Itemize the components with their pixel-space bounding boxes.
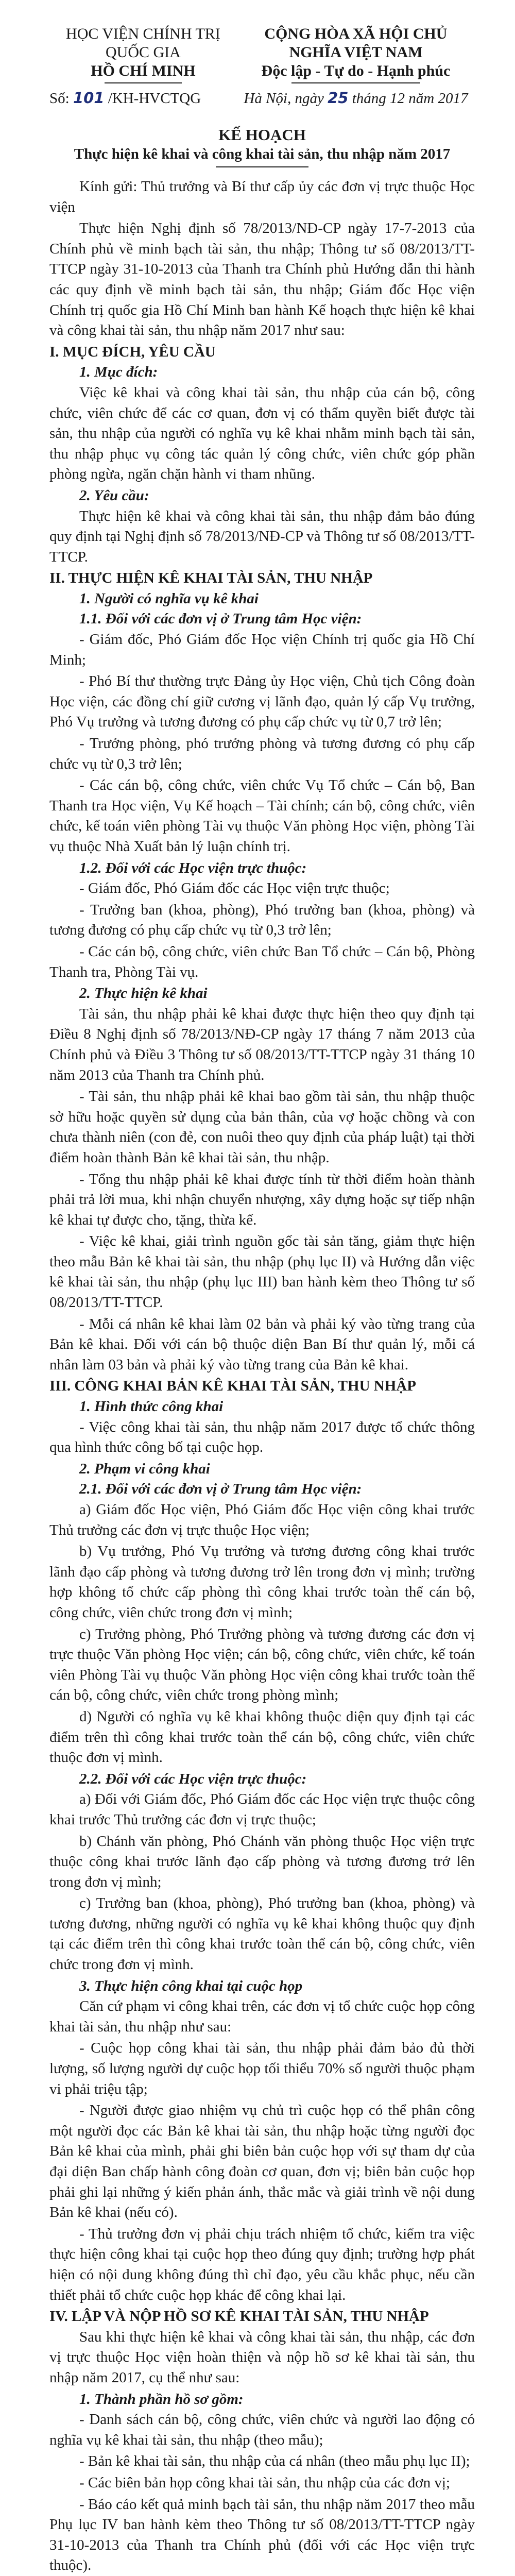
sub-subsection-heading: 2.2. Đối với các Học viện trực thuộc: bbox=[79, 1770, 307, 1787]
nation-line2: Độc lập - Tự do - Hạnh phúc bbox=[261, 62, 451, 79]
nation-underline bbox=[291, 82, 420, 83]
doc-no-suffix: /KH-HVCTQG bbox=[104, 90, 201, 107]
body-paragraph: c) Trưởng ban (khoa, phòng), Phó trưởng ban (khoa, phòng) và tương đương, những người có nghĩa vụ kê khai không thuộc quy định tại các điểm trên thì công khai trước toàn thể cán bộ, công chức, viên chức trong đơn vị mình. bbox=[49, 1895, 475, 1973]
document-subtitle: Thực hiện kê khai và công khai tài sản, thu nhập năm 2017 bbox=[74, 146, 451, 162]
sub-subsection-heading: 1.1. Đối với các đơn vị ở Trung tâm Học viện: bbox=[79, 611, 362, 628]
doc-no-prefix: Số: bbox=[49, 90, 73, 107]
subsection-heading: 2. Thực hiện kê khai bbox=[79, 985, 208, 1002]
body-paragraph: - Phó Bí thư thường trực Đảng ủy Học viện, Chủ tịch Công đoàn Học viện, các đồng chí giữ cương vị lãnh đạo, quản lý cấp Vụ trưởng, Phó Vụ trưởng và tương đương có phụ cấp chức vụ từ 0,7 trở lên; bbox=[49, 673, 475, 731]
document-title: KẾ HOẠCH bbox=[218, 126, 306, 144]
body-paragraph: - Giám đốc, Phó Giám đốc các Học viện trực thuộc; bbox=[79, 880, 390, 897]
subsection-heading: 2. Yêu cầu: bbox=[79, 487, 149, 504]
body-paragraph: - Tài sản, thu nhập phải kê khai bao gồm tài sản, thu nhập thuộc sở hữu hoặc quyền sử dụng của bản thân, của vợ hoặc chồng và con chưa thành niên (con đẻ, con nuôi theo quy định của pháp luật) tại thời điểm hoàn thành Bản kê khai tài sản, thu nhập. bbox=[49, 1088, 475, 1166]
body-paragraph: Kính gửi: Thủ trưởng và Bí thư cấp ủy các đơn vị trực thuộc Học viện bbox=[49, 178, 475, 215]
date-day-handwritten: 25 bbox=[328, 89, 349, 107]
body-paragraph: - Người được giao nhiệm vụ chủ trì cuộc họp có thể phân công một người đọc các Bản kê khai tài sản, thu nhập hoặc từng người đọc Bản kê khai của mình, phải ghi biên bản cuộc họp với sự tham dự của đại diện Ban chấp hành công đoàn cơ quan, đơn vị; biên bản cuộc họp phải ghi lại những ý kiến phản ánh, thắc mắc và giải trình về nội dung Bản kê khai (nếu có). bbox=[49, 2102, 475, 2221]
body-paragraph: - Bản kê khai tài sản, thu nhập của cá nhân (theo mẫu phụ lục II); bbox=[79, 2453, 470, 2470]
body-paragraph: Việc kê khai và công khai tài sản, thu nhập của cán bộ, công chức, viên chức để các cơ quan, đơn vị có thẩm quyền biết được tài sản, thu nhập của người có nghĩa vụ kê khai nhằm minh bạch tài sản, thu nhập phục vụ công tác quản lý công chức, viên chức góp phần phòng ngừa, ngăn chặn hành vi tham nhũng. bbox=[49, 384, 475, 483]
subsection-heading: 2. Phạm vi công khai bbox=[79, 1460, 210, 1477]
body-paragraph: Sau khi thực hiện kê khai và công khai tài sản, thu nhập, các đơn vị trực thuộc Học viện hoàn thiện và nộp hồ sơ kê khai tài sản, thu nhập năm 2017, cụ thể như sau: bbox=[49, 2328, 475, 2386]
body-paragraph: Tài sản, thu nhập phải kê khai được thực hiện theo quy định tại Điều 8 Nghị định số 78/2013/NĐ-CP ngày 17 tháng 7 năm 2013 của Chính phủ và Điều 3 Thông tư số 08/2013/TT-TTCP ngày 31 tháng 10 năm 2013 của Thanh tra Chính phủ. bbox=[49, 1005, 475, 1083]
issuer-org-line1: HỌC VIỆN CHÍNH TRỊ QUỐC GIA bbox=[66, 25, 220, 61]
sub-subsection-heading: 2.1. Đối với các đơn vị ở Trung tâm Học viện: bbox=[79, 1481, 362, 1498]
title-underline bbox=[216, 166, 308, 167]
document-body bbox=[49, 177, 475, 2576]
body-paragraph: - Thủ trưởng đơn vị phải chịu trách nhiệm tổ chức, kiểm tra việc thực hiện công khai tại cuộc họp theo đúng quy định; trường hợp phát hiện có nội dung không đúng thì chỉ đạo, yêu cầu khắc phục, nếu cần thiết phải tổ chức cuộc họp khác để công khai lại. bbox=[49, 2225, 475, 2303]
subsection-heading: 1. Hình thức công khai bbox=[79, 1398, 224, 1415]
body-paragraph: d) Người có nghĩa vụ kê khai không thuộc diện quy định tại các điểm trên thì công khai trước toàn thể cán bộ, công chức, viên chức thuộc đơn vị mình. bbox=[49, 1708, 475, 1766]
body-paragraph: - Mỗi cá nhân kê khai làm 02 bản và phải ký vào từng trang của Bản kê khai. Đối với cán bộ thuộc diện Ban Bí thư quản lý, mỗi cá nhân làm 03 bản và phải ký vào từng trang của Bản kê khai. bbox=[49, 1315, 475, 1373]
body-paragraph: - Giám đốc, Phó Giám đốc Học viện Chính trị quốc gia Hồ Chí Minh; bbox=[49, 631, 475, 668]
document-header bbox=[49, 25, 475, 108]
subsection-heading: 3. Thực hiện công khai tại cuộc họp bbox=[79, 1977, 303, 1994]
body-paragraph: b) Chánh văn phòng, Phó Chánh văn phòng thuộc Học viện trực thuộc công khai trước lãnh đạo cấp phòng và tương đương trở lên trong đơn vị mình; bbox=[49, 1833, 475, 1890]
date-suffix: tháng 12 năm 2017 bbox=[348, 90, 468, 107]
body-paragraph: c) Trưởng phòng, Phó Trưởng phòng và tương đương các đơn vị trực thuộc Văn phòng Học viện; cán bộ, công chức, viên chức, kế toán viên Phòng Tài vụ thuộc Văn phòng Học viện công khai trước toàn thể cán bộ, công chức, viên chức trong phòng mình; bbox=[49, 1625, 475, 1704]
body-paragraph: - Các cán bộ, công chức, viên chức Vụ Tổ chức – Cán bộ, Ban Thanh tra Học viện, Vụ Kế hoạch – Tài chính; cán bộ, công chức, viên chức, kế toán viên phòng Tài vụ thuộc Văn phòng Học viện, phòng Tài vụ thuộc Nhà Xuất bản lý luận chính trị. bbox=[49, 777, 475, 855]
body-paragraph: a) Đối với Giám đốc, Phó Giám đốc các Học viện trực thuộc công khai trước Thủ trưởng các đơn vị trực thuộc; bbox=[49, 1791, 475, 1828]
body-paragraph: - Tổng thu nhập phải kê khai được tính từ thời điểm hoàn thành phải trả lời mua, khi nhận chuyển nhượng, xây dựng hoặc sự tiếp nhận kê khai tự được cho, tặng, thừa kế. bbox=[49, 1171, 475, 1228]
section-heading: I. MỤC ĐÍCH, YÊU CẦU bbox=[49, 343, 216, 360]
national-motto-block bbox=[237, 25, 475, 108]
body-paragraph: - Việc kê khai, giải trình nguồn gốc tài sản tăng, giảm thực hiện theo mẫu Bản kê khai tài sản, thu nhập (phụ lục II) và Hướng dẫn việc kê khai tài sản, thu nhập (phụ lục III) ban hành kèm theo Thông tư số 08/2013/TT-TTCP. bbox=[49, 1233, 475, 1311]
body-paragraph: Căn cứ phạm vi công khai trên, các đơn vị tổ chức cuộc họp công khai tài sản, thu nhập như sau: bbox=[49, 1998, 475, 2035]
issue-date bbox=[237, 89, 475, 108]
nation-line1: CỘNG HÒA XÃ HỘI CHỦ NGHĨA VIỆT NAM bbox=[264, 25, 448, 61]
issuer-block bbox=[49, 25, 237, 108]
body-paragraph: - Cuộc họp công khai tài sản, thu nhập phải đảm bảo đủ thời lượng, số lượng người dự cuộc họp tối thiểu 70% số người thuộc phạm vi phải triệu tập; bbox=[49, 2040, 475, 2097]
body-paragraph: Thực hiện kê khai và công khai tài sản, thu nhập đảm bảo đúng quy định tại Nghị định số 78/2013/NĐ-CP và Thông tư số 08/2013/TT-TTCP. bbox=[49, 507, 475, 565]
document-number bbox=[49, 89, 237, 108]
body-paragraph: - Báo cáo kết quả minh bạch tài sản, thu nhập năm 2017 theo mẫu Phụ lục IV ban hành kèm theo Thông tư số 08/2013/TT-TTCP ngày 31-10-2013 của Thanh tra Chính phủ (đối với các Học viện trực thuộc). bbox=[49, 2496, 475, 2574]
body-paragraph: - Các biên bản họp công khai tài sản, thu nhập của các đơn vị; bbox=[79, 2474, 450, 2491]
sub-subsection-heading: 1.2. Đối với các Học viện trực thuộc: bbox=[79, 859, 307, 876]
body-paragraph: Thực hiện Nghị định số 78/2013/NĐ-CP ngày 17-7-2013 của Chính phủ về minh bạch tài sản, thu nhập; Thông tư số 08/2013/TT-TTCP ngày 31-10-2013 của Thanh tra Chính phủ Hướng dẫn thi hành các quy định về minh bạch tài sản, thu nhập; Giám đốc Học viện Chính trị quốc gia Hồ Chí Minh ban hành Kế hoạch thực hiện kê khai và công khai tài sản, thu nhập năm 2017 như sau: bbox=[49, 220, 475, 339]
body-paragraph: - Trưởng phòng, phó trưởng phòng và tương đương có phụ cấp chức vụ từ 0,3 trở lên; bbox=[49, 735, 475, 772]
section-heading: IV. LẬP VÀ NỘP HỒ SƠ KÊ KHAI TÀI SẢN, THU NHẬP bbox=[49, 2308, 429, 2325]
body-paragraph: b) Vụ trưởng, Phó Vụ trưởng và tương đương công khai trước lãnh đạo cấp phòng và tương đương trở lên trong đơn vị mình; trường hợp không tổ chức cấp phòng thì công khai trước toàn thể cán bộ, công chức, viên chức trong đơn vị mình; bbox=[49, 1543, 475, 1621]
issuer-org-line2: HỒ CHÍ MINH bbox=[91, 62, 196, 79]
body-paragraph: - Danh sách cán bộ, công chức, viên chức và người lao động có nghĩa vụ kê khai tài sản, thu nhập (theo mẫu); bbox=[49, 2411, 475, 2448]
body-paragraph: - Việc công khai tài sản, thu nhập năm 2017 được tổ chức thông qua hình thức công bố tại cuộc họp. bbox=[49, 1418, 475, 1456]
subsection-heading: 1. Mục đích: bbox=[79, 364, 158, 381]
subsection-heading: 1. Người có nghĩa vụ kê khai bbox=[79, 590, 259, 607]
doc-no-handwritten: 101 bbox=[73, 89, 105, 107]
body-paragraph: a) Giám đốc Học viện, Phó Giám đốc Học viện công khai trước Thủ trưởng các đơn vị trực thuộc Học viện; bbox=[49, 1501, 475, 1538]
subsection-heading: 1. Thành phần hồ sơ gồm: bbox=[79, 2391, 244, 2408]
section-heading: II. THỰC HIỆN KÊ KHAI TÀI SẢN, THU NHẬP bbox=[49, 570, 373, 587]
section-heading: III. CÔNG KHAI BẢN KÊ KHAI TÀI SẢN, THU NHẬP bbox=[49, 1378, 416, 1395]
issuer-underline bbox=[105, 82, 182, 83]
date-prefix: Hà Nội, ngày bbox=[244, 90, 328, 107]
body-paragraph: - Các cán bộ, công chức, viên chức Ban Tổ chức – Cán bộ, Phòng Thanh tra, Phòng Tài vụ. bbox=[49, 943, 475, 980]
body-paragraph: - Trưởng ban (khoa, phòng), Phó trưởng ban (khoa, phòng) và tương đương có phụ cấp chức vụ từ 0,3 trở lên; bbox=[49, 901, 475, 939]
